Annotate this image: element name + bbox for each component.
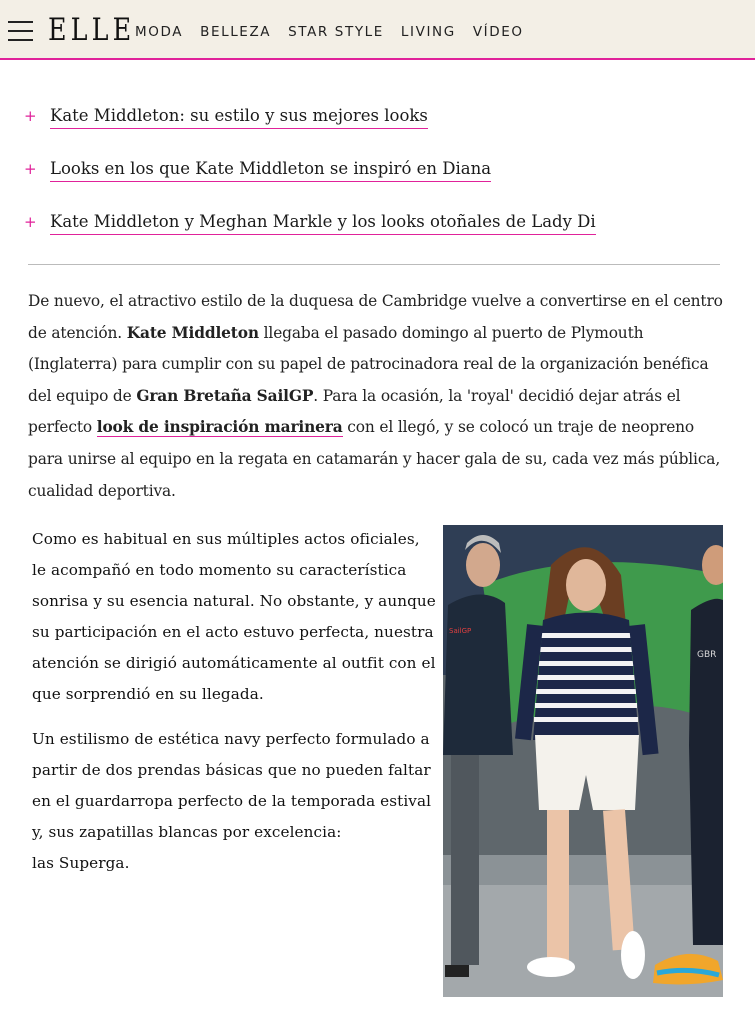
nav-moda[interactable]: MODA (135, 24, 184, 40)
article-photo[interactable] (443, 525, 723, 997)
main-nav (135, 24, 541, 40)
nav-star-style[interactable]: STAR STYLE (288, 24, 384, 40)
related-item (24, 210, 724, 263)
related-link[interactable]: Kate Middleton y Meghan Markle y los looks otoñales de Lady Di (50, 210, 596, 235)
article-body (32, 524, 437, 893)
body-text: las Superga. (32, 854, 130, 872)
related-link[interactable]: Looks en los que Kate Middleton se inspiró en Diana (50, 157, 491, 182)
intro-text: con el llegó, y se colocó un traje de neopreno para unirse al equipo en la regata en catamarán y hacer gala de su, cada vez más pública, cualidad deportiva. (28, 418, 721, 500)
related-item (24, 104, 724, 157)
related-item (24, 157, 724, 210)
plus-icon: + (24, 213, 37, 231)
nav-video[interactable]: VÍDEO (472, 24, 524, 40)
body-text: Un estilismo de estética navy perfecto formulado a partir de dos prendas básicas que no pueden faltar en el guardarropa perfecto de la temporada estival y, sus zapatillas blancas por excelencia: (32, 730, 432, 841)
site-header (0, 0, 755, 60)
plus-icon: + (24, 107, 37, 125)
nav-living[interactable]: LIVING (400, 24, 456, 40)
menu-icon[interactable] (8, 21, 33, 43)
divider (28, 264, 720, 265)
intro-text: llegaba el pasado domingo al puerto de Plymouth (Inglaterra) para cumplir con su papel de patrocinadora real de la organización benéfica del equipo de (28, 323, 709, 405)
body-paragraph: Como es habitual en sus múltiples actos oficiales, le acompañó en todo momento su característica sonrisa y su esencia natural. No obstante, y aunque su participación en el acto estuvo perfecta, nuestra atención se dirigió automáticamente al outfit con el que sorprendió en su llegada. (32, 530, 436, 703)
intro-text: De nuevo, el atractivo estilo de la duquesa de Cambridge vuelve a convertirse en el centro de atención. (28, 292, 723, 342)
intro-text: . Para la ocasión, la 'royal' decidió dejar atrás el perfecto (28, 386, 681, 437)
related-link[interactable]: Kate Middleton: su estilo y sus mejores looks (50, 104, 428, 129)
sailgp-badge: SailGP (449, 627, 472, 635)
elle-logo[interactable]: ELLE (48, 12, 136, 48)
plus-icon: + (24, 160, 37, 178)
related-links (24, 104, 724, 263)
inline-link-marinera[interactable]: look de inspiración marinera (96, 418, 343, 437)
intro-paragraph (28, 286, 728, 507)
intro-bold-sailgp: Gran Bretaña SailGP (136, 386, 314, 405)
photo-illustration (443, 525, 723, 997)
gbr-badge: GBR (697, 650, 717, 660)
nav-belleza[interactable]: BELLEZA (200, 24, 272, 40)
intro-bold-kate: Kate Middleton (126, 323, 259, 342)
body-paragraph (32, 724, 437, 879)
